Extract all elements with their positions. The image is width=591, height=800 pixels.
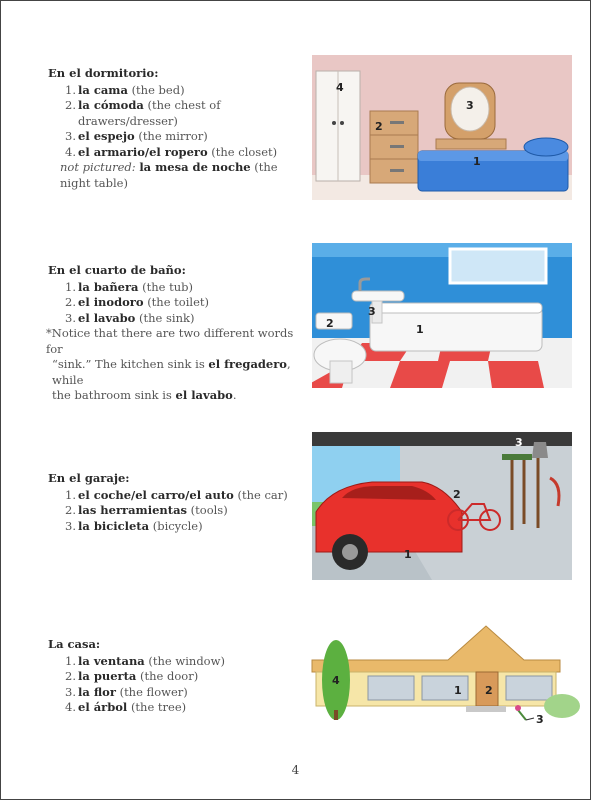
label-1: 1 bbox=[473, 155, 481, 168]
shovel-head bbox=[532, 442, 548, 458]
floor-tile bbox=[488, 361, 544, 388]
item-number: 1. bbox=[65, 82, 76, 97]
dresser-handle bbox=[390, 145, 404, 148]
vocab-list bbox=[48, 488, 308, 535]
house-illustration bbox=[300, 620, 582, 724]
label-2: 2 bbox=[326, 317, 334, 330]
list-item bbox=[48, 311, 308, 327]
section-heading: En el dormitorio: bbox=[48, 66, 159, 80]
item-term: la bicicleta bbox=[78, 518, 150, 533]
item-number: 3. bbox=[65, 684, 76, 699]
item-term: el lavabo bbox=[78, 310, 136, 325]
note-line: *Notice that there are two different words for bbox=[46, 326, 294, 356]
item-gloss: (the toilet) bbox=[147, 295, 209, 309]
item-gloss: (the window) bbox=[148, 653, 225, 668]
item-gloss: (bicycle) bbox=[152, 518, 203, 533]
list-item bbox=[48, 685, 308, 701]
item-term: el espejo bbox=[78, 129, 135, 143]
item-gloss: (the closet) bbox=[211, 144, 278, 159]
list-item bbox=[48, 295, 308, 311]
item-number: 1. bbox=[65, 653, 76, 668]
item-term: el coche/el carro/el auto bbox=[78, 487, 234, 502]
list-item bbox=[48, 129, 308, 145]
item-number: 2. bbox=[65, 98, 76, 112]
list-item bbox=[48, 98, 308, 129]
list-item bbox=[48, 654, 308, 670]
car-hubcap bbox=[342, 544, 358, 560]
closet-knob bbox=[332, 121, 336, 125]
item-gloss: (the flower) bbox=[119, 684, 188, 699]
label-1: 1 bbox=[404, 548, 412, 561]
vocab-list bbox=[48, 83, 308, 161]
bathroom-window bbox=[450, 249, 546, 283]
section-heading: En el cuarto de baño: bbox=[48, 263, 186, 277]
label-3: 3 bbox=[466, 99, 474, 112]
item-term: la bañera bbox=[78, 279, 139, 294]
garage-ceiling bbox=[312, 432, 572, 446]
section-bedroom bbox=[48, 66, 308, 191]
house-window bbox=[368, 676, 414, 700]
note-text: , while bbox=[52, 357, 291, 387]
item-number: 2. bbox=[65, 295, 76, 309]
item-term: la flor bbox=[78, 684, 116, 699]
item-term: el armario/el ropero bbox=[78, 144, 208, 159]
bathroom-illustration bbox=[312, 243, 572, 388]
section-heading: En el garaje: bbox=[48, 471, 130, 485]
list-item bbox=[48, 503, 308, 519]
label-3: 3 bbox=[368, 305, 376, 318]
dresser-handle bbox=[390, 169, 404, 172]
list-item bbox=[48, 280, 308, 296]
note-term: el fregadero bbox=[208, 357, 287, 371]
item-term: la ventana bbox=[78, 653, 145, 668]
tree-trunk bbox=[334, 710, 338, 720]
not-pictured-prefix: not pictured: bbox=[60, 160, 136, 174]
item-term: el inodoro bbox=[78, 295, 144, 309]
item-gloss: (the chest of drawers/dresser) bbox=[78, 98, 221, 128]
bedroom-illustration bbox=[312, 55, 572, 200]
item-gloss: (the bed) bbox=[131, 82, 185, 97]
sink-bowl bbox=[352, 291, 404, 301]
note-term: el lavabo bbox=[175, 388, 233, 402]
item-gloss: (the car) bbox=[237, 487, 288, 502]
vocab-list bbox=[48, 280, 308, 327]
item-gloss: (tools) bbox=[190, 503, 228, 517]
list-item bbox=[48, 488, 308, 504]
page-number: 4 bbox=[291, 763, 300, 777]
label-3: 3 bbox=[515, 436, 523, 449]
toilet-tank bbox=[316, 313, 352, 329]
vocab-list bbox=[48, 654, 308, 716]
section-bathroom bbox=[48, 263, 308, 404]
mirror-stand bbox=[436, 139, 506, 149]
house-window bbox=[506, 676, 552, 700]
not-pictured-line bbox=[48, 160, 308, 191]
label-1: 1 bbox=[416, 323, 424, 336]
section-house bbox=[48, 637, 308, 716]
list-item bbox=[48, 700, 308, 716]
label-4: 4 bbox=[336, 81, 344, 94]
label-2: 2 bbox=[453, 488, 461, 501]
house-steps bbox=[466, 706, 506, 712]
list-item bbox=[48, 669, 308, 685]
list-item bbox=[48, 83, 308, 99]
label-4: 4 bbox=[332, 674, 340, 687]
item-gloss: (the mirror) bbox=[138, 129, 208, 143]
dresser-handle bbox=[390, 121, 404, 124]
item-gloss: (the door) bbox=[140, 669, 199, 683]
item-term: las herramientas bbox=[78, 503, 187, 517]
item-number: 3. bbox=[65, 310, 76, 325]
note-text: . bbox=[232, 388, 237, 402]
section-heading: La casa: bbox=[48, 637, 101, 651]
note-line bbox=[48, 388, 308, 404]
label-2: 2 bbox=[485, 684, 493, 697]
bathtub-rim bbox=[370, 303, 542, 313]
label-2: 2 bbox=[375, 120, 383, 133]
item-number: 2. bbox=[65, 669, 76, 683]
item-term: el árbol bbox=[78, 700, 128, 714]
item-term: la mesa de noche bbox=[139, 160, 251, 174]
item-gloss: (the sink) bbox=[139, 310, 195, 325]
rake-head bbox=[502, 454, 532, 460]
closet-knob bbox=[340, 121, 344, 125]
floor-tile bbox=[390, 361, 450, 388]
item-gloss: (the tree) bbox=[130, 700, 187, 714]
item-gloss: (the night table) bbox=[60, 160, 278, 190]
toilet-base bbox=[330, 361, 352, 383]
item-number: 1. bbox=[65, 279, 76, 294]
item-number: 1. bbox=[65, 487, 76, 502]
list-item bbox=[48, 519, 308, 535]
item-number: 3. bbox=[65, 518, 76, 533]
item-number: 4. bbox=[65, 700, 76, 714]
note-text: “sink.” The kitchen sink is bbox=[52, 357, 209, 371]
bathtub bbox=[370, 307, 542, 351]
label-1: 1 bbox=[454, 684, 462, 697]
item-number: 4. bbox=[65, 144, 76, 159]
label-3: 3 bbox=[536, 713, 544, 724]
section-garage bbox=[48, 471, 308, 534]
item-number: 2. bbox=[65, 503, 76, 517]
note-text: the bathroom sink is bbox=[52, 388, 176, 402]
item-gloss: (the tub) bbox=[142, 279, 194, 294]
garage-illustration bbox=[312, 432, 572, 580]
list-item bbox=[48, 145, 308, 161]
flower-bloom bbox=[515, 705, 521, 711]
note-line bbox=[48, 357, 308, 388]
item-term: la puerta bbox=[78, 669, 137, 683]
item-number: 3. bbox=[65, 129, 76, 143]
item-term: la cómoda bbox=[78, 98, 144, 112]
item-term: la cama bbox=[78, 82, 128, 97]
pillow bbox=[524, 138, 568, 156]
bush bbox=[544, 694, 580, 718]
